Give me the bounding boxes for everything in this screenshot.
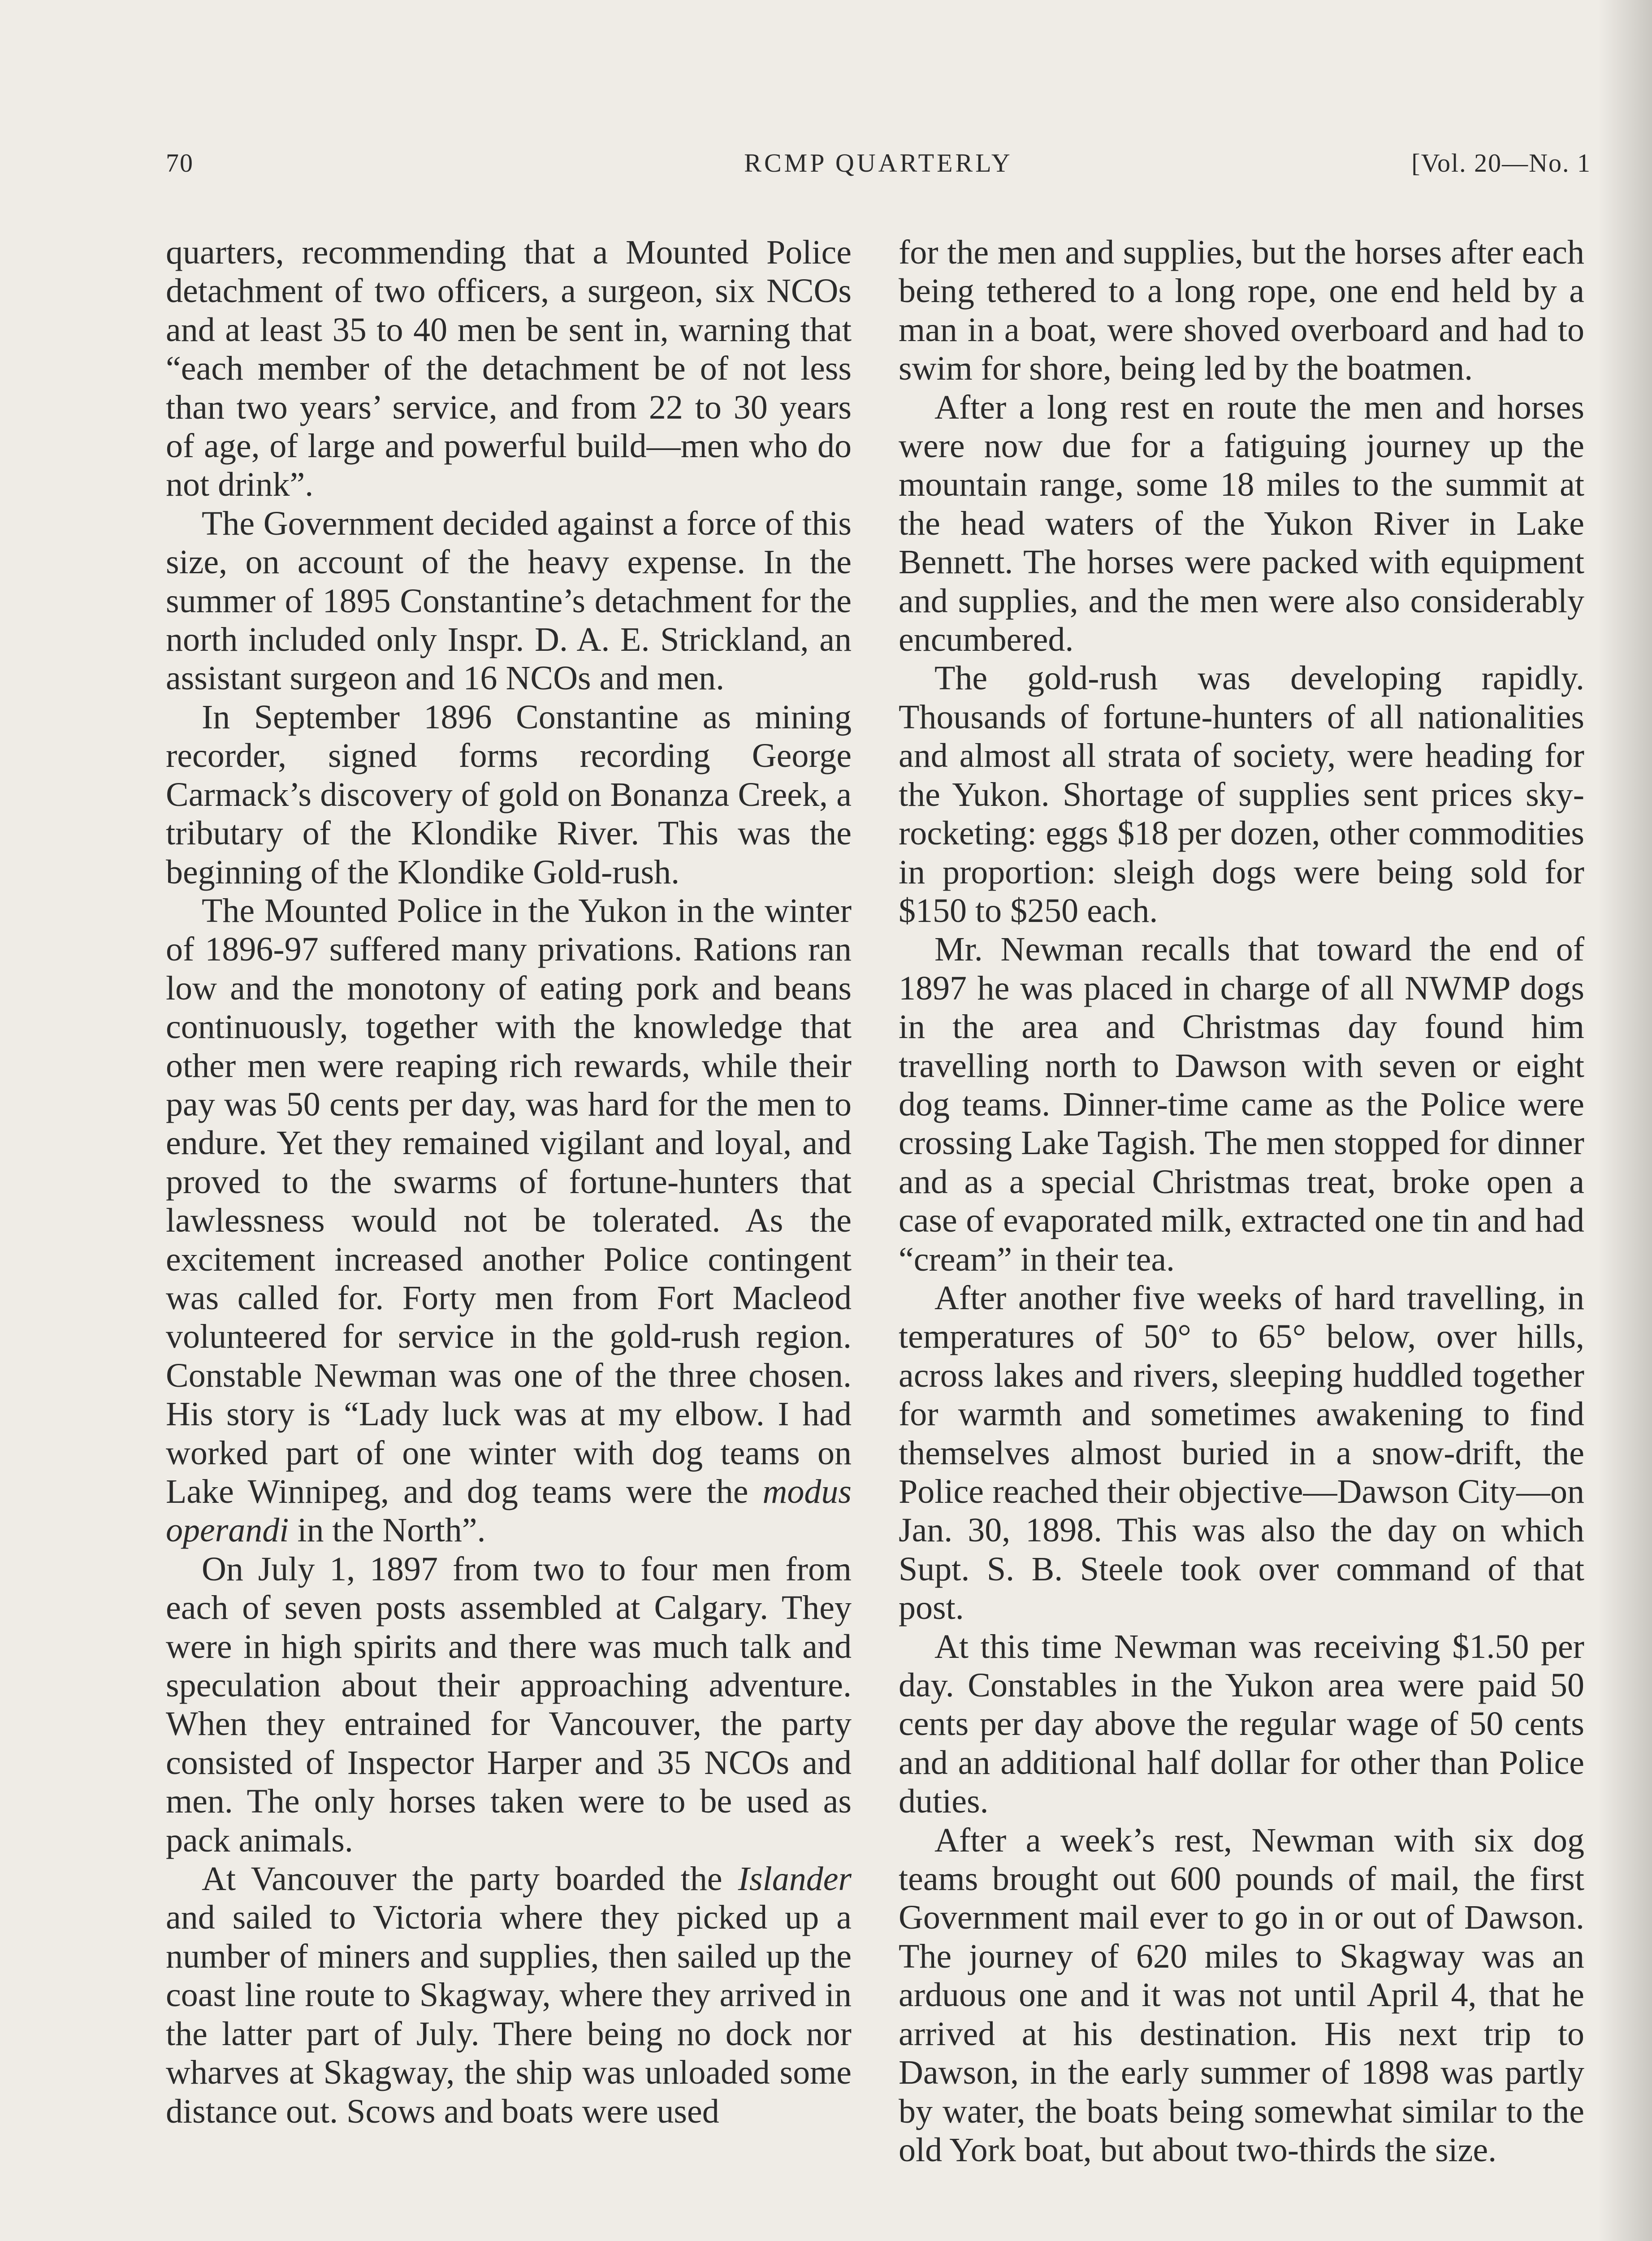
paragraph: Mr. Newman recalls that toward the end of 1897 he was placed in charge of all NWMP dogs in the area and Christmas day found him travelling north to Dawson with seven or eight dog teams. Dinner-time came as the Police were crossing Lake Tagish. The men stopped for dinner and as a special Christmas treat, broke open a case of evaporated milk, extracted one tin and had “cream” in their tea. [899,930,1584,1278]
left-column [166,233,852,2131]
running-header [166,148,1591,188]
paragraph-text: At Vancouver the party boarded the [202,1860,738,1898]
paragraph: On July 1, 1897 from two to four men from each of seven posts assembled at Calgary. They were in high spirits and there was much talk and speculation about their approaching adventure. When they entrained for Vancouver, the party consisted of Inspector Harper and 35 NCOs and men. The only horses taken were to be used as pack animals. [166,1550,852,1859]
page-number: 70 [166,148,194,177]
paragraph: After a long rest en route the men and horses were now due for a fatiguing journey up the mountain range, some 18 miles to the summit at the head waters of the Yukon River in Lake Bennett. The horses were packed with equipment and supplies, and the men were also considerably encumbered. [899,388,1584,659]
paragraph: After a week’s rest, Newman with six dog teams brought out 600 pounds of mail, the first Government mail ever to go in or out of Dawson. The journey of 620 miles to Skagway was an arduous one and it was not until April 4, that he arrived at his destination. His next trip to Dawson, in the early summer of 1898 was partly by water, the boats being somewhat similar to the old York boat, but about two-thirds the size. [899,1821,1584,2169]
paragraph-text: and sailed to Victoria where they picked up a number of miners and supplies, then sailed up the coast line route to Skagway, where they arrived in the latter part of July. There being no dock nor wharves at Skagway, the ship was unloaded some distance out. Scows and boats were used [166,1899,852,2130]
paragraph: At this time Newman was receiving $1.50 per day. Constables in the Yukon area were paid 50 cents per day above the regular wage of 50 cents and an additional half dollar for other than Police duties. [899,1627,1584,1821]
paragraph: After another five weeks of hard travelling, in temperatures of 50° to 65° below, over hills, across lakes and rivers, sleeping huddled together for warmth and sometimes awakening to find themselves almost buried in a snow-drift, the Police reached their objective—Dawson City—on Jan. 30, 1898. This was also the day on which Supt. S. B. Steele took over command of that post. [899,1279,1584,1627]
paragraph: The gold-rush was developing rapidly. Thousands of fortune-hunters of all nationalities and almost all strata of society, were heading for the Yukon. Shortage of supplies sent prices sky-rocketing: eggs $18 per dozen, other commodities in proportion: sleigh dogs were being sold for $150 to $250 each. [899,659,1584,930]
page-edge-shadow [1598,0,1652,2241]
publication-title: RCMP QUARTERLY [744,148,1013,177]
right-column [899,233,1584,2169]
paragraph: The Government decided against a force of this size, on account of the heavy expense. In the summer of 1895 Constantine’s detachment for the north included only Inspr. D. A. E. Strickland, an assistant surgeon and 16 NCOs and men. [166,504,852,697]
volume-issue: [Vol. 20—No. 1 [1411,148,1591,177]
paragraph: for the men and supplies, but the horses after each being tethered to a long rope, one end held by a man in a boat, were shoved overboard and had to swim for shore, being led by the boatmen. [899,234,1584,388]
paragraph [166,1860,852,2131]
paragraph-text: in the North”. [289,1511,486,1549]
ship-name: Islander [738,1860,852,1898]
italic-phrase: modus operandi [166,1473,852,1549]
paragraph [166,891,852,1550]
paragraph-text: The Mounted Police in the Yukon in the winter of 1896-97 suffered many privations. Rations ran low and the monotony of eating pork and beans continuously, together with the knowledge that other men were reaping rich rewards, while their pay was 50 cents per day, was hard for the men to endure. Yet they remained vigilant and loyal, and proved to the swarms of fortune-hunters that lawlessness would not be tolerated. As the excitement increased another Police contingent was called for. Forty men from Fort Macleod volunteered for service in the gold-rush region. Constable Newman was one of the three chosen. His story is “Lady luck was at my elbow. I had worked part of one winter with dog teams on Lake Winnipeg, and dog teams were the [166,891,852,1510]
paragraph: In September 1896 Constantine as mining recorder, signed forms recording George Carmack’s discovery of gold on Bonanza Creek, a tributary of the Klondike River. This was the beginning of the Klondike Gold-rush. [166,698,852,891]
paragraph: quarters, recommending that a Mounted Police detachment of two officers, a surgeon, six NCOs and at least 35 to 40 men be sent in, warning that “each member of the detachment be of not less than two years’ service, and from 22 to 30 years of age, of large and powerful build—men who do not drink”. [166,234,852,504]
